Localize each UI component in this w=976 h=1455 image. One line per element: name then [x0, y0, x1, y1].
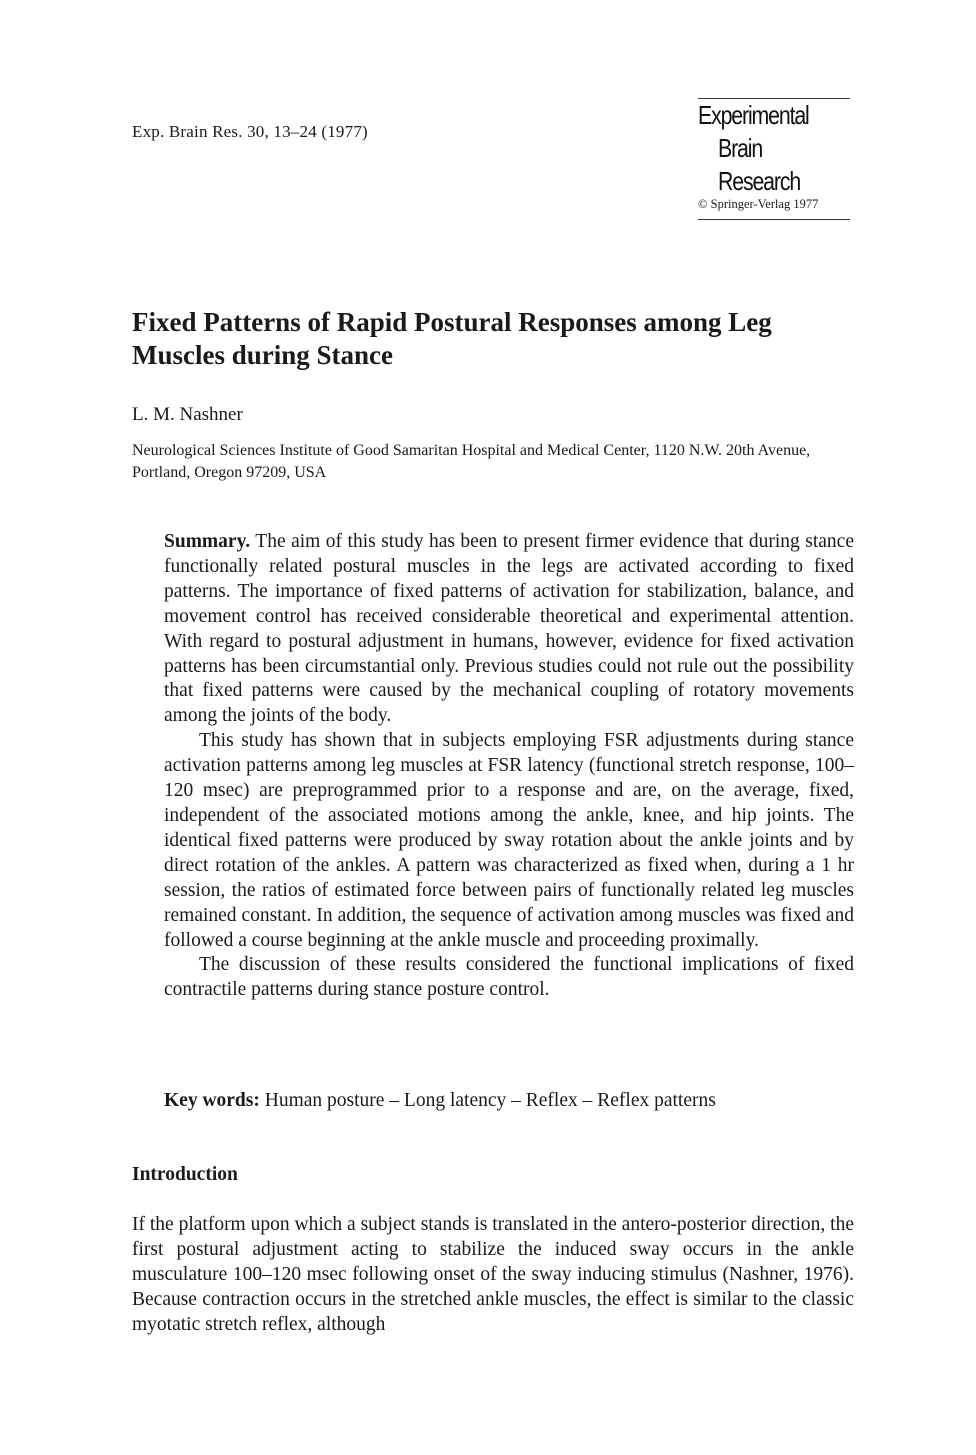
introduction-paragraph: If the platform upon which a subject stands is translated in the antero-posterior direction, the first postural adjustment acting to stabilize the induced sway occurs in the ankle musculature 100–120 msec following onset of the sway inducing stimulus (Nashner, 1976). Because contraction occurs in the stretched ankle muscles, the effect is similar to the classic myotatic stretch reflex, although — [132, 1214, 854, 1335]
author-affiliation: Neurological Sciences Institute of Good Samaritan Hospital and Medical Center, 1120 N.W. 20th Avenue, Portland, Oregon 97209, USA — [132, 442, 811, 481]
author-name: L. M. Nashner — [132, 404, 243, 425]
logo-top-rule — [698, 98, 850, 99]
summary-section — [164, 530, 854, 1003]
keywords-text: Human posture – Long latency – Reflex – Reflex patterns — [264, 1090, 716, 1111]
summary-paragraph-1 — [164, 530, 854, 729]
article-title: Fixed Patterns of Rapid Postural Responses among Leg Muscles during Stance — [132, 307, 772, 370]
journal-name-line-1: Experimental — [698, 100, 809, 130]
logo-bottom-rule — [698, 219, 850, 220]
journal-logo — [698, 98, 850, 220]
summary-paragraph-3: The discussion of these results considered the functional implications of fixed contractile patterns during stance posture control. — [164, 954, 854, 1001]
journal-citation: Exp. Brain Res. 30, 13–24 (1977) — [132, 122, 368, 141]
keywords — [164, 1090, 716, 1112]
summary-text-1: The aim of this study has been to present firmer evidence that during stance functionally related postural muscles in the legs are activated according to fixed patterns. The importance of fixed patterns of activation for stabilization, balance, and movement control has received considerable theoretical and experimental attention. With regard to postural adjustment in humans, however, evidence for fixed activation patterns has been circumstantial only. Previous studies could not rule out the possibility that fixed patterns were caused by the mechanical coupling of rotatory movements among the joints of the body. — [164, 531, 854, 727]
journal-name-line-3: Research — [718, 166, 801, 196]
copyright-notice: © Springer-Verlag 1977 — [698, 197, 819, 211]
keywords-label: Key words: — [164, 1090, 260, 1111]
journal-name-line-2: Brain — [718, 133, 763, 163]
introduction-heading: Introduction — [132, 1164, 238, 1185]
summary-paragraph-2: This study has shown that in subjects employing FSR adjustments during stance activation patterns among leg muscles at FSR latency (functional stretch response, 100–120 msec) are preprogrammed prior to a response and are, on the average, fixed, independent of the associated motions among the ankle, knee, and hip joints. The identical fixed patterns were produced by sway rotation about the ankle joints and by direct rotation of the ankles. A pattern was characterized as fixed when, during a 1 hr session, the ratios of estimated force between pairs of functionally related leg muscles remained constant. In addition, the sequence of activation among muscles was fixed and followed a course beginning at the ankle muscle and proceeding proximally. — [164, 730, 854, 951]
summary-label: Summary. — [164, 531, 251, 552]
